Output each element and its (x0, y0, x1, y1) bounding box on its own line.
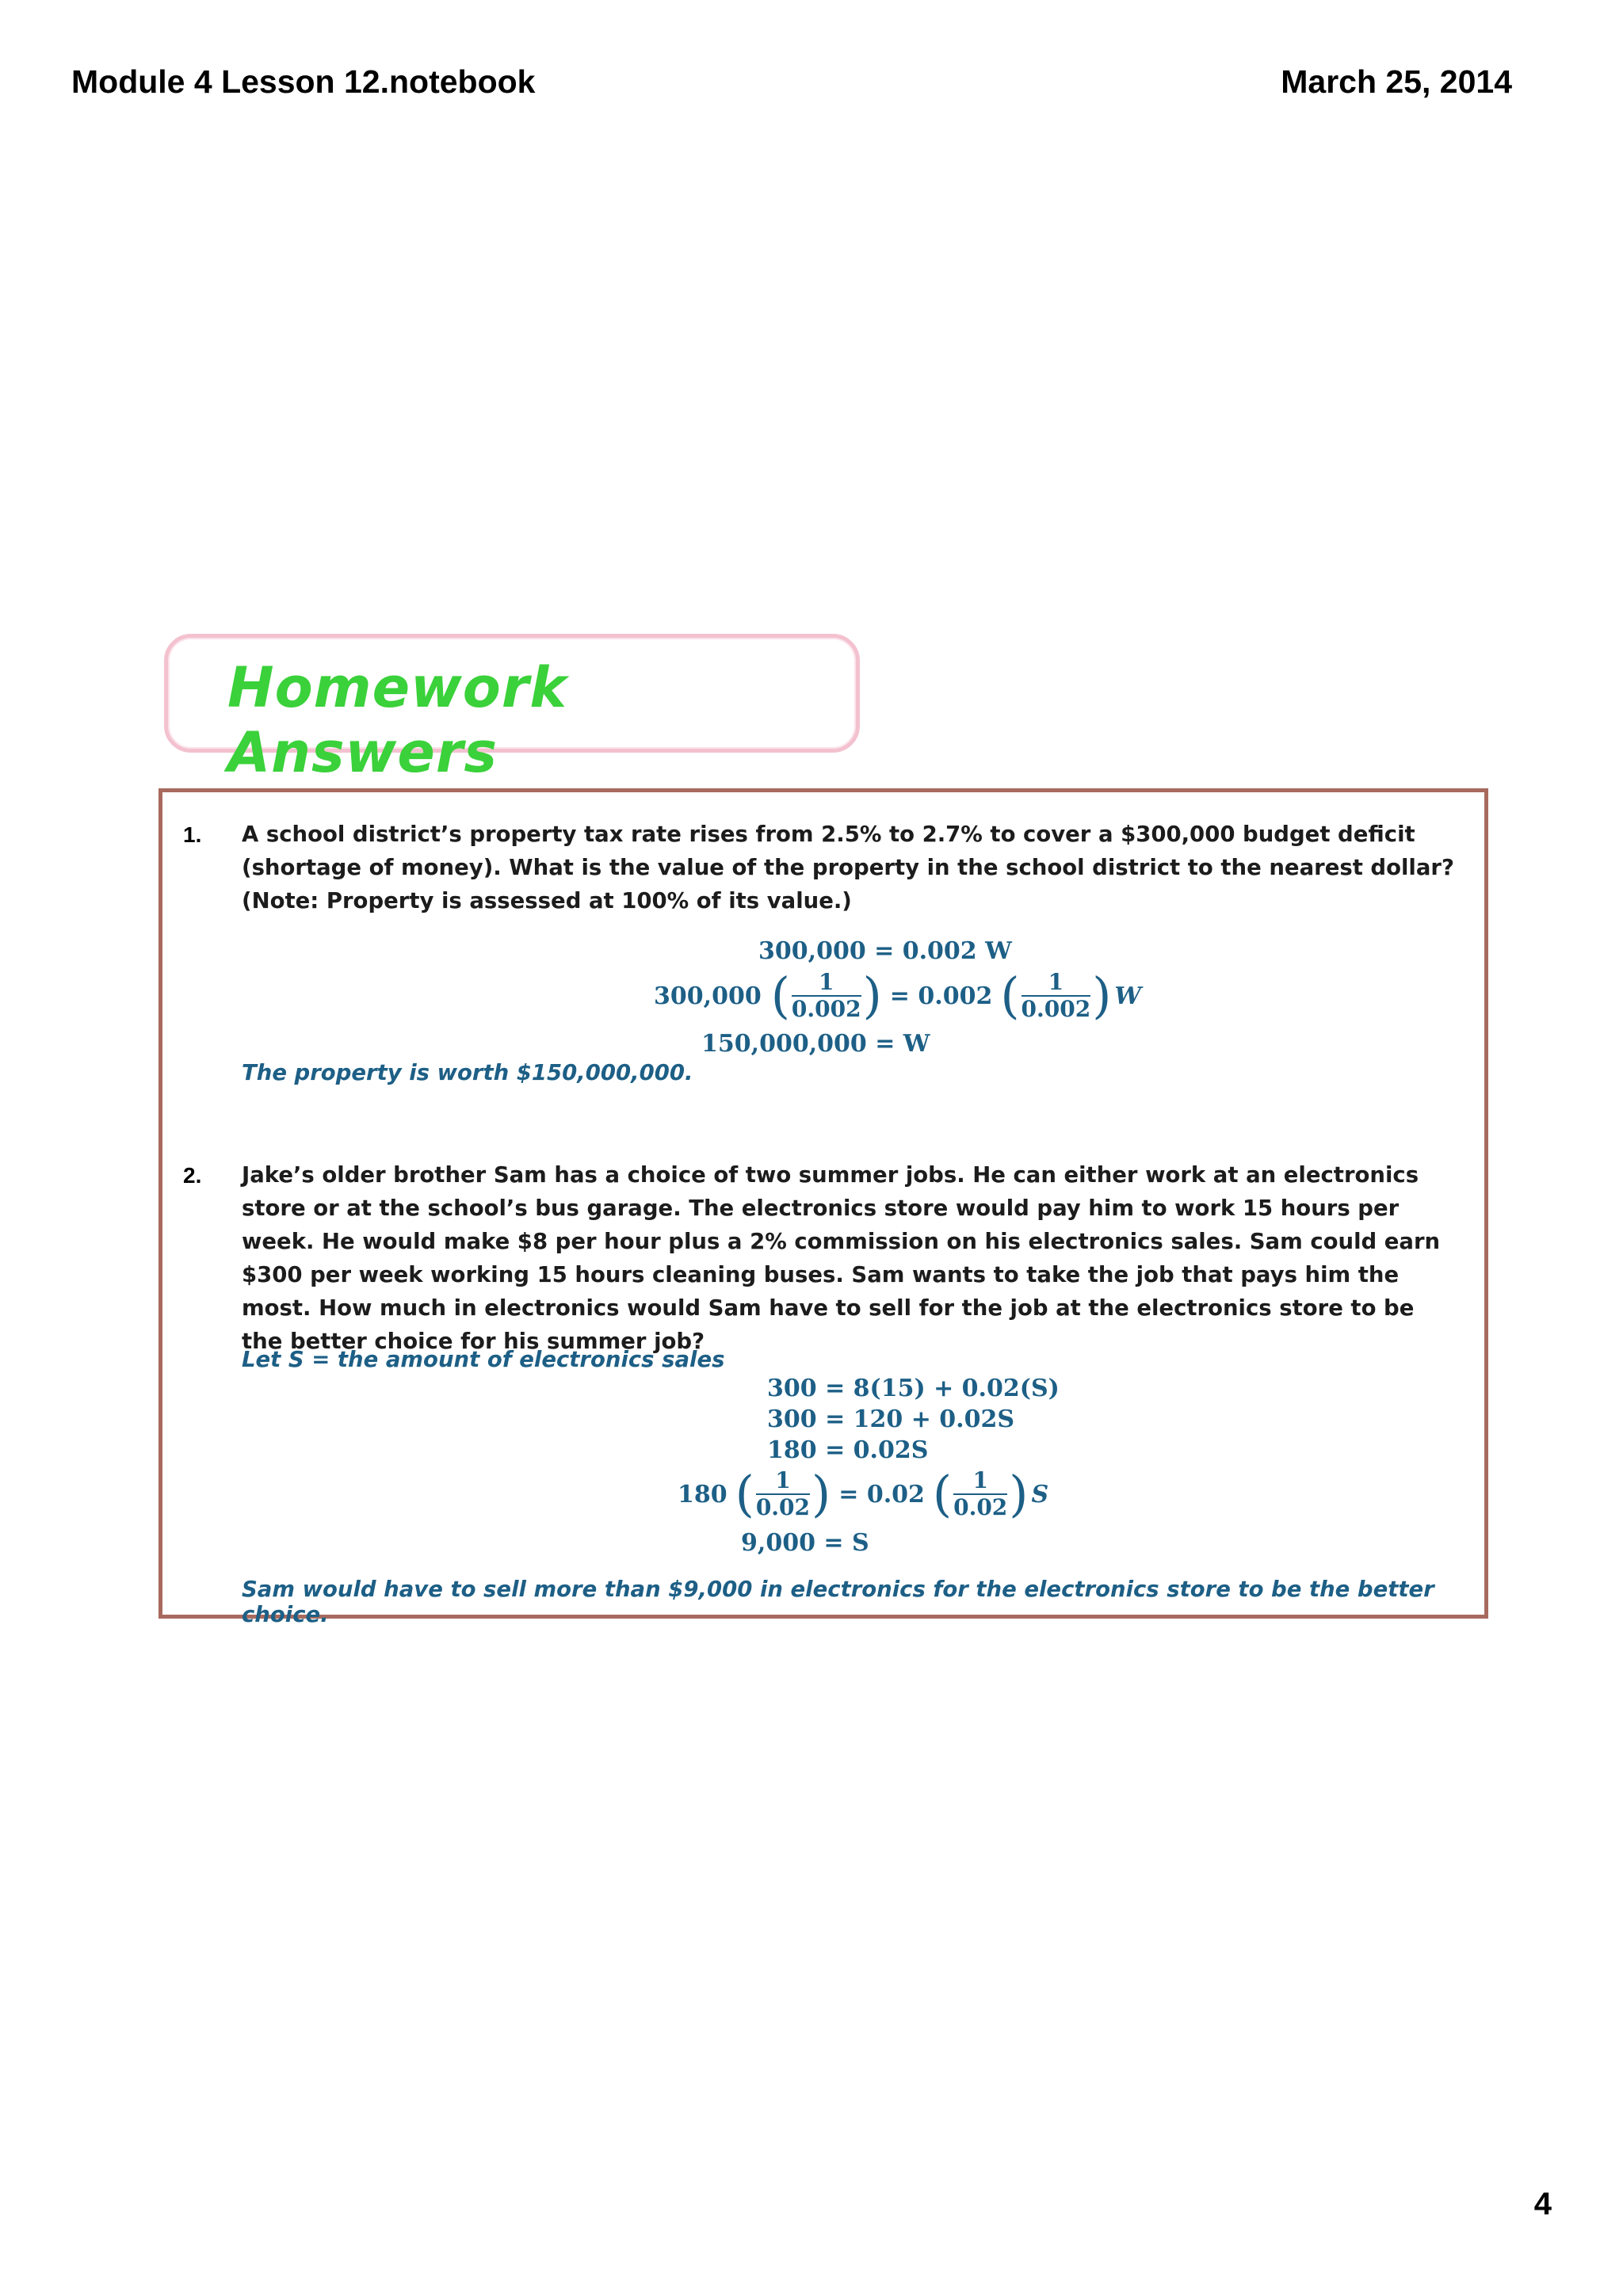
problem-text: A school district’s property tax rate rises from 2.5% to 2.7% to cover a $300,000 budget deficit (shortage of money). What is the value of the property in the school district to the nearest dollar? (Note: Property is assessed at 100% of its value.) (242, 822, 1454, 913)
problem-text: Jake’s older brother Sam has a choice of two summer jobs. He can either work at an electronics store or at the school’s bus garage. The electronics store would pay him to work 15 hours per week. He would make $8 per hour plus a 2% commission on his electronics sales. Sam could earn $300 per week working 15 hours cleaning buses. Sam wants to take the job that pays him the most. How much in electronics would Sam have to sell for the job at the electronics store to be the better choice for his summer job? (242, 1162, 1441, 1354)
fraction: $\frac{1}{0.002}$ (791, 969, 861, 1022)
variable-definition: Let S = the amount of electronics sales (242, 1347, 725, 1372)
equation-variable: S (1031, 1480, 1049, 1508)
page-number: 4 (1533, 2187, 1552, 2222)
fraction: $\frac{1}{0.002}$ (1021, 969, 1091, 1022)
equation-left: 300,000 (654, 982, 762, 1010)
equation-line: 150,000,000 = W (701, 1030, 930, 1058)
equation-line: 9,000 = S (741, 1529, 869, 1557)
homework-answers-panel (158, 788, 1488, 1627)
equation-left: 180 (678, 1480, 727, 1508)
equation-line: 300,000 ( $\frac{1}{0.002}$ ) = 0.002 ( $\frac{1}{0.002}$ ) W (654, 967, 1142, 1024)
equation-line: 300 = 120 + 0.02S (767, 1405, 1015, 1433)
equation-line: 300 = 8(15) + 0.02(S) (767, 1375, 1060, 1402)
equation-mid: = 0.02 (838, 1480, 925, 1508)
equation-line: 180 ( $\frac{1}{0.02}$ ) = 0.02 ( $\frac{1}{0.02}$ ) S (678, 1465, 1049, 1523)
answer-text: The property is worth $150,000,000. (242, 1060, 693, 1085)
equation-variable: W (1114, 982, 1142, 1010)
problem-number: 1. (183, 822, 202, 847)
document-date: March 25, 2014 (1281, 63, 1512, 100)
fraction: $\frac{1}{0.02}$ (953, 1467, 1008, 1520)
equation-mid: = 0.002 (889, 982, 993, 1010)
equation-line: 300,000 = 0.002 W (758, 937, 1012, 965)
equation-line: 180 = 0.02S (767, 1436, 929, 1464)
title-banner (164, 634, 860, 785)
notebook-title: Module 4 Lesson 12.notebook (71, 63, 536, 100)
problem-number: 2. (183, 1163, 202, 1188)
answer-text: Sam would have to sell more than $9,000 in electronics for the electronics store to be the better choice. (242, 1577, 1434, 1627)
page-title: Homework Answers (227, 655, 567, 785)
fraction: $\frac{1}{0.02}$ (755, 1467, 811, 1520)
